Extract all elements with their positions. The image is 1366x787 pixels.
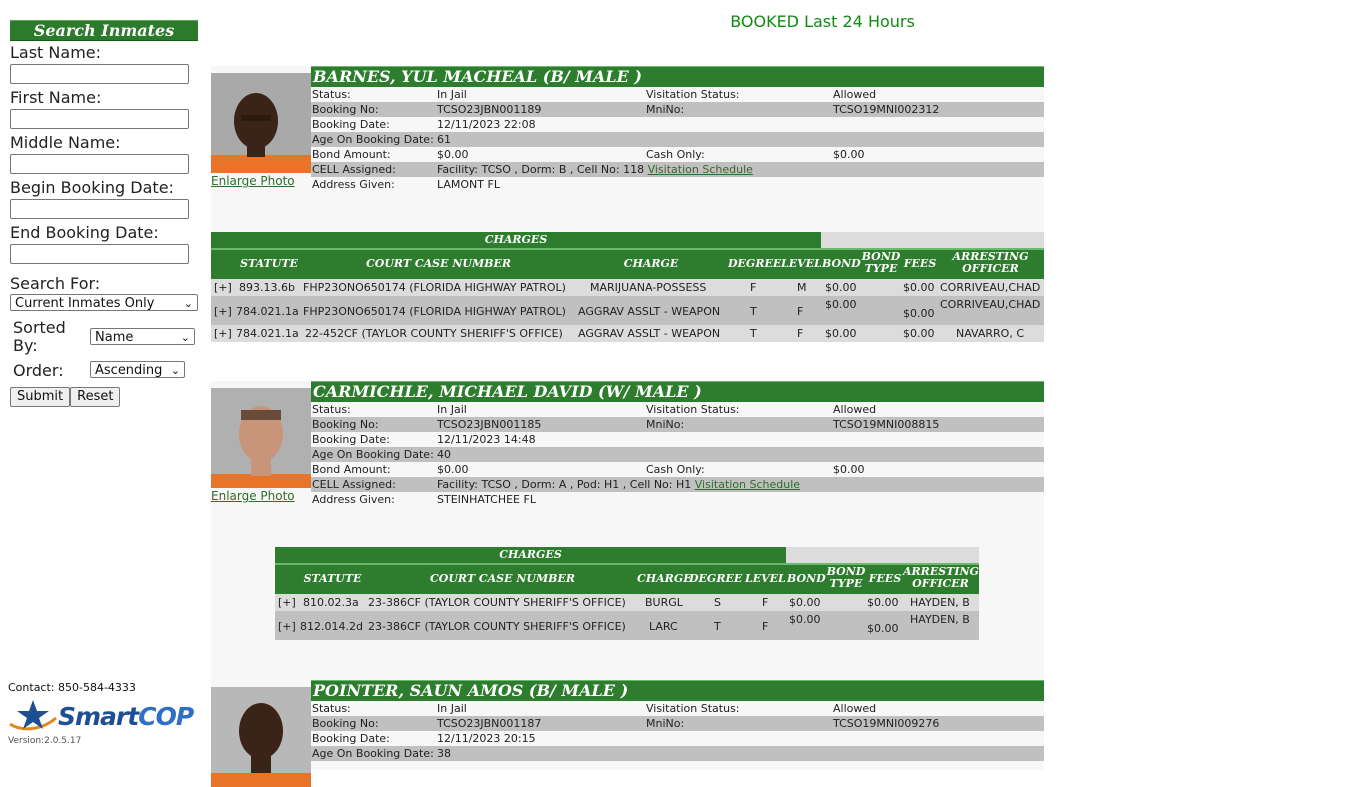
search-inmates-header: Search Inmates [10, 20, 198, 41]
inmate-photo[interactable] [211, 73, 311, 173]
order-select[interactable] [90, 361, 185, 378]
inmate-photo[interactable] [211, 388, 311, 488]
booking-no-value: TCSO23JBN001185 [437, 418, 542, 431]
charge-bond: $0.00 [825, 327, 857, 340]
logo-text [58, 702, 193, 731]
expand-toggle[interactable]: [+] [278, 620, 296, 633]
booking-date-label: Booking Date: [312, 433, 390, 446]
bond-amount-value: $0.00 [437, 463, 469, 476]
visitation-status-label: Visitation Status: [646, 403, 740, 416]
col-bond-type [860, 251, 902, 275]
booking-date-label: Booking Date: [312, 732, 390, 745]
charge-row [211, 325, 1044, 342]
inmate-card [211, 680, 1044, 770]
booking-date-value: 12/11/2023 20:15 [437, 732, 536, 745]
charge-bond: $0.00 [825, 281, 857, 294]
age-value: 61 [437, 133, 451, 146]
charge-statute: 784.021.1a [236, 305, 299, 318]
charge-description: AGGRAV ASSLT - WEAPON [578, 327, 721, 340]
contact-phone: Contact: 850-584-4333 [8, 681, 136, 694]
mni-no-label: MniNo: [646, 418, 685, 431]
booking-no-value: TCSO23JBN001187 [437, 717, 542, 730]
col-bond: BOND [822, 257, 861, 270]
cell-value: Facility: TCSO , Dorm: A , Pod: H1 , Cell No: H1 [437, 478, 692, 491]
charge-row [211, 279, 1044, 296]
footer [8, 681, 198, 746]
charge-bond: $0.00 [825, 298, 857, 311]
status-value: In Jail [437, 88, 467, 101]
col-level: LEVEL [745, 572, 786, 585]
search-for-select[interactable] [10, 294, 198, 311]
mni-no-value: TCSO19MNI002312 [833, 103, 940, 116]
visitation-status-value: Allowed [833, 702, 877, 715]
charge-officer: HAYDEN, B [910, 596, 970, 609]
charge-row [275, 594, 979, 611]
smartcop-logo [8, 698, 198, 734]
order-label: Order: [13, 361, 64, 380]
middle-name-label: Middle Name: [10, 133, 121, 152]
visitation-status-value: Allowed [833, 88, 877, 101]
order-value: Ascending [95, 363, 163, 378]
charge-level: F [762, 620, 769, 633]
charge-degree: T [750, 327, 757, 340]
charge-level: F [762, 596, 769, 609]
first-name-input[interactable] [10, 109, 189, 129]
col-degree: DEGREE [728, 257, 782, 270]
logo-smart: Smart [58, 701, 139, 731]
charge-case: FHP23ONO650174 (FLORIDA HIGHWAY PATROL) [303, 305, 566, 318]
submit-button[interactable]: Submit [10, 387, 70, 407]
last-name-input[interactable] [10, 64, 189, 84]
status-value: In Jail [437, 702, 467, 715]
mni-no-value: TCSO19MNI008815 [833, 418, 940, 431]
col-degree: DEGREE [689, 572, 743, 585]
cell-assignment [437, 477, 800, 492]
booking-no-label: Booking No: [312, 717, 379, 730]
end-booking-date-input[interactable] [10, 244, 189, 264]
address-value: LAMONT FL [437, 178, 500, 191]
booking-no-value: TCSO23JBN001189 [437, 103, 542, 116]
charge-description: MARIJUANA-POSSESS [590, 281, 707, 294]
booking-date-value: 12/11/2023 22:08 [437, 118, 536, 131]
col-bond-type-line2: TYPE [829, 577, 863, 590]
age-label: Age On Booking Date: [312, 448, 434, 461]
charges-title: CHARGES [275, 547, 786, 563]
booking-no-label: Booking No: [312, 103, 379, 116]
charge-row [211, 296, 1044, 325]
charge-description: LARC [649, 620, 678, 633]
charge-degree: S [714, 596, 721, 609]
col-court-case-number: COURT CASE NUMBER [366, 257, 511, 270]
col-level: LEVEL [781, 257, 822, 270]
charges-table [211, 232, 1044, 342]
expand-toggle[interactable]: [+] [214, 281, 232, 294]
status-value: In Jail [437, 403, 467, 416]
booking-date-value: 12/11/2023 14:48 [437, 433, 536, 446]
col-bond-type-line2: TYPE [864, 262, 898, 275]
bond-amount-label: Bond Amount: [312, 463, 391, 476]
end-booking-date-label: End Booking Date: [10, 223, 159, 242]
star-swoosh-icon [8, 698, 58, 734]
mni-no-label: MniNo: [646, 103, 685, 116]
mugshot-image [211, 388, 311, 488]
inmate-photo[interactable] [211, 687, 311, 787]
col-officer-line1: ARRESTING [952, 250, 1029, 263]
visitation-status-value: Allowed [833, 403, 877, 416]
col-charge: CHARGE [637, 572, 692, 585]
status-label: Status: [312, 403, 351, 416]
inmate-card [211, 381, 1044, 680]
booking-no-label: Booking No: [312, 418, 379, 431]
charges-title: CHARGES [211, 232, 821, 248]
charge-statute: 810.02.3a [303, 596, 359, 609]
booking-date-label: Booking Date: [312, 118, 390, 131]
sorted-by-select[interactable] [90, 328, 195, 345]
col-bond-type [825, 566, 867, 590]
cash-only-value: $0.00 [833, 463, 865, 476]
cash-only-label: Cash Only: [646, 463, 705, 476]
middle-name-input[interactable] [10, 154, 189, 174]
age-label: Age On Booking Date: [312, 133, 434, 146]
inmate-info [311, 87, 1044, 192]
col-officer-line1: ARRESTING [903, 565, 979, 578]
status-label: Status: [312, 702, 351, 715]
first-name-label: First Name: [10, 88, 102, 107]
sorted-by-value: Name [95, 329, 134, 345]
visitation-status-label: Visitation Status: [646, 702, 740, 715]
visitation-status-label: Visitation Status: [646, 88, 740, 101]
col-bond-type-line1: BOND [861, 250, 901, 263]
address-value: STEINHATCHEE FL [437, 493, 536, 506]
age-label: Age On Booking Date: [312, 747, 434, 760]
cell-assignment [437, 162, 753, 177]
charge-degree: T [750, 305, 757, 318]
address-label: Address Given: [312, 178, 395, 191]
inmate-list [211, 66, 1044, 770]
mni-no-value: TCSO19MNI009276 [833, 717, 940, 730]
charge-statute: 812.014.2d [300, 620, 363, 633]
charge-fees: $0.00 [903, 281, 935, 294]
charge-level: M [797, 281, 807, 294]
col-bond: BOND [787, 572, 826, 585]
charges-column-headers [211, 248, 1044, 279]
charge-bond: $0.00 [789, 613, 821, 626]
status-label: Status: [312, 88, 351, 101]
visitation-schedule-link[interactable]: Visitation Schedule [647, 163, 753, 176]
begin-booking-date-input[interactable] [10, 199, 189, 219]
cell-label: CELL Assigned: [312, 478, 396, 491]
col-charge: CHARGE [623, 257, 679, 270]
charges-table [275, 547, 979, 640]
expand-toggle[interactable]: [+] [214, 305, 232, 318]
inmate-card [211, 66, 1044, 381]
charge-case: FHP23ONO650174 (FLORIDA HIGHWAY PATROL) [303, 281, 566, 294]
charge-officer: NAVARRO, C [956, 327, 1025, 340]
charge-fees: $0.00 [903, 307, 935, 320]
col-statute: STATUTE [240, 257, 298, 270]
cash-only-label: Cash Only: [646, 148, 705, 161]
charge-fees: $0.00 [867, 622, 899, 635]
visitation-schedule-link[interactable]: Visitation Schedule [694, 478, 801, 491]
enlarge-photo-link[interactable]: Enlarge Photo [211, 174, 295, 188]
charge-degree: T [714, 620, 721, 633]
expand-toggle[interactable]: [+] [214, 327, 232, 340]
charge-officer: CORRIVEAU,CHAD [940, 298, 1041, 311]
col-court-case-number: COURT CASE NUMBER [430, 572, 575, 585]
charge-case: 22-452CF (TAYLOR COUNTY SHERIFF'S OFFICE) [305, 327, 563, 340]
version-text: Version:2.0.5.17 [8, 736, 82, 746]
page-title: BOOKED Last 24 Hours [730, 12, 915, 31]
address-label: Address Given: [312, 493, 395, 506]
charge-statute: 893.13.6b [239, 281, 295, 294]
col-fees: FEES [868, 572, 902, 585]
charges-column-headers [275, 563, 979, 594]
charge-officer: HAYDEN, B [910, 613, 970, 626]
bond-amount-label: Bond Amount: [312, 148, 391, 161]
expand-toggle[interactable]: [+] [278, 596, 296, 609]
cell-value: Facility: TCSO , Dorm: B , Cell No: 118 [437, 163, 645, 176]
charge-degree: F [750, 281, 757, 294]
sorted-by-label: Sorted By: [13, 318, 66, 355]
search-for-value: Current Inmates Only [15, 296, 155, 311]
charge-fees: $0.00 [903, 327, 935, 340]
chevron-down-icon: ⌄ [183, 297, 193, 310]
enlarge-photo-link[interactable]: Enlarge Photo [211, 489, 295, 503]
begin-booking-date-label: Begin Booking Date: [10, 178, 174, 197]
col-arresting-officer [939, 251, 1042, 275]
inmate-info [311, 402, 1044, 507]
col-officer-line2: OFFICER [912, 577, 969, 590]
chevron-down-icon: ⌄ [170, 364, 180, 377]
last-name-label: Last Name: [10, 43, 102, 62]
chevron-down-icon: ⌄ [180, 330, 190, 344]
charge-case: 23-386CF (TAYLOR COUNTY SHERIFF'S OFFICE) [368, 620, 626, 633]
col-officer-line2: OFFICER [962, 262, 1019, 275]
charge-description: BURGL [645, 596, 683, 609]
charge-level: F [797, 305, 804, 318]
charge-statute: 784.021.1a [236, 327, 299, 340]
reset-button[interactable]: Reset [70, 387, 120, 407]
logo-cop: COP [138, 701, 194, 731]
bond-amount-value: $0.00 [437, 148, 469, 161]
search-sidebar [10, 20, 198, 407]
mni-no-label: MniNo: [646, 717, 685, 730]
age-value: 40 [437, 448, 451, 461]
charge-level: F [797, 327, 804, 340]
inmate-name: POINTER, SAUN AMOS (B/ MALE ) [311, 680, 1044, 701]
mugshot-image [211, 687, 311, 787]
col-bond-type-line1: BOND [826, 565, 866, 578]
col-fees: FEES [903, 257, 937, 270]
age-value: 38 [437, 747, 451, 760]
charge-fees: $0.00 [867, 596, 899, 609]
cash-only-value: $0.00 [833, 148, 865, 161]
inmate-info [311, 701, 1044, 761]
charge-description: AGGRAV ASSLT - WEAPON [578, 305, 721, 318]
charge-officer: CORRIVEAU,CHAD [940, 281, 1041, 294]
charge-row [275, 611, 979, 640]
cell-label: CELL Assigned: [312, 163, 396, 176]
inmate-name: CARMICHLE, MICHAEL DAVID (W/ MALE ) [311, 381, 1044, 402]
mugshot-image [211, 73, 311, 173]
col-statute: STATUTE [303, 572, 362, 585]
charge-bond: $0.00 [789, 596, 821, 609]
search-for-label: Search For: [10, 274, 101, 293]
inmate-name: BARNES, YUL MACHEAL (B/ MALE ) [311, 66, 1044, 87]
charge-case: 23-386CF (TAYLOR COUNTY SHERIFF'S OFFICE) [368, 596, 626, 609]
col-arresting-officer [903, 566, 978, 590]
